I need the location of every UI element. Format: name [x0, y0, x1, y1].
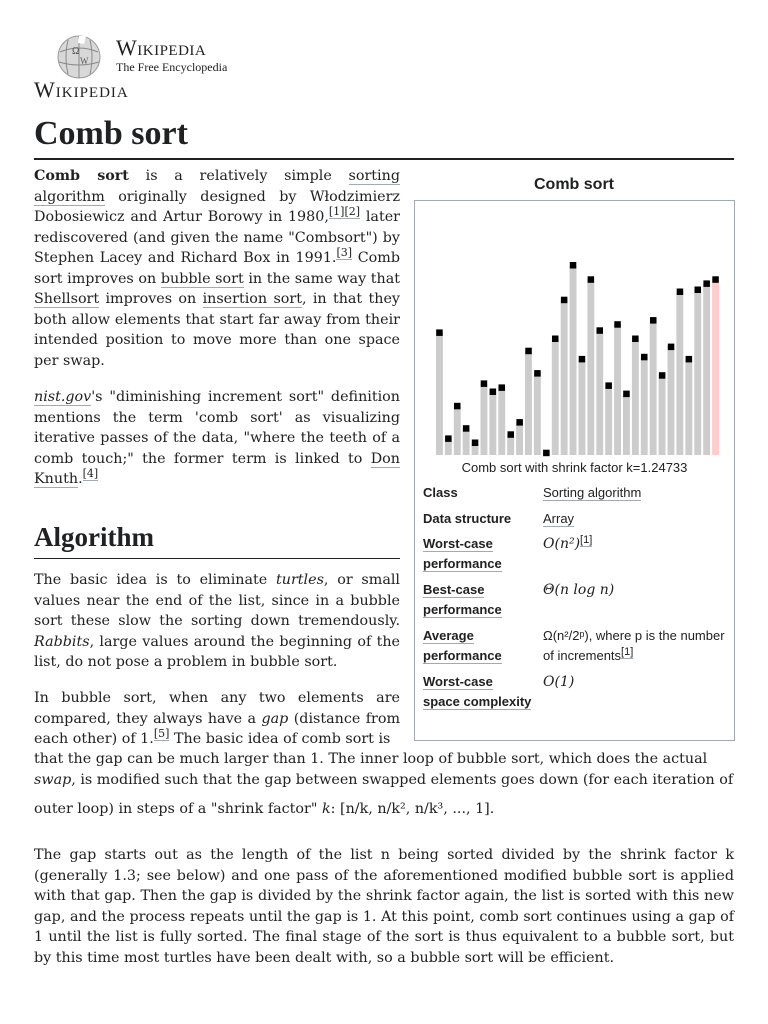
- bar-marker-2: [454, 403, 461, 410]
- bar-24: [650, 320, 657, 455]
- bar-27: [676, 292, 683, 455]
- bar-marker-12: [543, 450, 550, 457]
- algorithm-paragraph-2-seq: [34, 799, 734, 820]
- bar-15: [570, 265, 577, 455]
- bar-marker-18: [597, 327, 604, 334]
- bar-marker-15: [570, 262, 577, 269]
- algorithm-paragraph-2-wide: [34, 749, 734, 790]
- bar-29: [694, 290, 701, 455]
- intro-paragraph: [34, 166, 400, 371]
- algorithm-paragraph-1: [34, 570, 400, 673]
- ref-1[interactable]: [1]: [328, 205, 345, 219]
- intro-text-3: later rediscovered (and given the name "Combsort") by Stephen Lacey and Richard Box in 1991.: [34, 209, 400, 266]
- link-worst-case-label[interactable]: [423, 534, 533, 574]
- bar-13: [552, 339, 559, 455]
- ref-1-infobox-avg[interactable]: [1]: [621, 645, 634, 658]
- bar-marker-17: [588, 276, 595, 283]
- intro-text-5: in the same way that: [243, 270, 401, 287]
- link-sorting-algorithm-infobox[interactable]: Sorting algorithm: [543, 485, 642, 500]
- bar-30: [703, 284, 710, 455]
- ref-5[interactable]: [5]: [153, 727, 170, 741]
- bar-marker-20: [614, 321, 621, 328]
- bar-marker-22: [632, 336, 639, 343]
- math-k: k: [321, 801, 331, 817]
- bar-marker-23: [641, 354, 648, 361]
- bar-31: [712, 280, 719, 455]
- link-nist[interactable]: [34, 389, 91, 406]
- row-label: Class: [423, 485, 458, 500]
- link-average-label[interactable]: [423, 626, 533, 666]
- average-value: Ω(n²/2ᵖ), where p is the number of increments: [543, 628, 725, 663]
- bar-marker-21: [623, 391, 630, 398]
- row-label: Worst-case space complexity: [423, 674, 532, 709]
- alg-p2-text-b: (distance from each other) of 1.: [34, 710, 400, 747]
- bar-5: [481, 384, 488, 455]
- bar-marker-14: [561, 297, 568, 304]
- bar-14: [561, 300, 568, 455]
- section-heading-algorithm: Algorithm: [34, 522, 154, 552]
- bar-marker-24: [650, 317, 657, 324]
- bar-marker-10: [525, 348, 532, 355]
- bar-marker-6: [490, 389, 497, 396]
- bar-0: [436, 333, 443, 455]
- bar-marker-19: [605, 382, 612, 389]
- bar-11: [534, 373, 541, 455]
- bar-17: [587, 280, 594, 455]
- bar-marker-11: [534, 370, 541, 377]
- bar-marker-27: [677, 289, 684, 296]
- alg-p2-line-2: , is modified such that the gap between swapped elements goes down (for each iteration of: [71, 771, 734, 788]
- lead-term: Comb sort: [34, 168, 129, 184]
- bar-marker-9: [516, 419, 523, 426]
- ref-1-infobox[interactable]: [1]: [580, 533, 593, 546]
- wikipedia-globe-icon[interactable]: [54, 34, 104, 80]
- bar-28: [685, 359, 692, 455]
- link-don-knuth[interactable]: Don Knuth: [34, 450, 400, 487]
- wordmark-text: Wikipedia: [116, 35, 207, 60]
- intro-text-6: improves on: [99, 291, 203, 307]
- bar-marker-30: [703, 280, 710, 287]
- link-sorting-algorithm[interactable]: sorting algorithm: [34, 168, 400, 205]
- term-turtles: turtles: [276, 572, 324, 588]
- bar-9: [516, 422, 523, 455]
- bar-marker-26: [668, 344, 675, 351]
- nist-paragraph: [34, 387, 400, 490]
- bar-marker-28: [686, 356, 693, 363]
- worst-case-value: O(n²): [543, 536, 581, 552]
- link-bubble-sort[interactable]: bubble sort: [160, 270, 244, 287]
- infobox-title: Comb sort: [534, 176, 614, 193]
- bar-marker-5: [481, 380, 488, 387]
- row-label: Best-case performance: [423, 582, 502, 617]
- row-label: Average performance: [423, 628, 502, 663]
- alg-p1-text-a: The basic idea is to eliminate: [34, 572, 277, 588]
- bar-marker-16: [579, 356, 586, 363]
- intro-text-1: is a relatively simple: [128, 168, 349, 184]
- page-title: Comb sort: [34, 115, 188, 152]
- bar-23: [641, 357, 648, 455]
- link-shellsort[interactable]: Shellsort: [34, 291, 100, 307]
- svg-text:Ω: Ω: [72, 46, 80, 57]
- alg-p1-text-b: , or small values near the end of the list, since in a bubble sort these slow the sorting down tremendously.: [34, 572, 400, 629]
- wikipedia-wordmark[interactable]: [116, 36, 227, 74]
- bar-marker-0: [436, 329, 443, 336]
- bar-marker-7: [499, 384, 506, 391]
- bar-3: [463, 429, 470, 456]
- ref-3[interactable]: [3]: [336, 246, 353, 260]
- intro-text-2: originally designed by Włodzimierz Dobosiewicz and Artur Borowy in 1980,: [34, 188, 400, 225]
- nist-text-2: .: [78, 471, 83, 487]
- section-divider: [34, 558, 400, 559]
- bar-6: [489, 392, 496, 455]
- bar-marker-4: [472, 440, 479, 447]
- link-space-complexity-label[interactable]: [423, 672, 533, 712]
- bar-21: [623, 394, 630, 455]
- space-value: O(1): [543, 674, 575, 690]
- tagline: The Free Encyclopedia: [116, 60, 228, 74]
- nist-text-1: 's "diminishing increment sort" definition mentions the term 'comb sort' as visualizing iterative passes of the data, "where the teeth of a comb touch;" the former term is linked to: [34, 389, 400, 467]
- link-insertion-sort[interactable]: insertion sort: [202, 291, 302, 307]
- algorithm-paragraph-3: The gap starts out as the length of the list n being sorted divided by the shrink factor k (generally 1.3; see below) and one pass of the aforementioned modified bubble sort is applied with that gap. Then the gap is divided by the shrink factor again, the list is sorted with this new gap, and the process repeats until the gap is 1. At this point, comb sort continues using a gap of 1 until the list is fully sorted. The final stage of the sort is thus equivalent to a bubble sort, but by this time most turtles have been dealt with, so a bubble sort will be efficient.: [34, 847, 734, 966]
- wordmark-secondary[interactable]: Wikipedia: [34, 77, 129, 102]
- ref-4[interactable]: [4]: [82, 467, 99, 481]
- infobox-caption: Comb sort with shrink factor k=1.24733: [461, 460, 688, 475]
- bar-2: [454, 406, 461, 455]
- bar-7: [498, 388, 505, 455]
- alg-p2-line-1: that the gap can be much larger than 1. The inner loop of bubble sort, which does the actual: [34, 751, 708, 767]
- nist-link-text: nist.gov: [34, 389, 92, 405]
- best-case-value: Θ(n log n): [543, 582, 615, 598]
- alg-p2-text-c: The basic idea of comb sort is: [169, 731, 391, 747]
- svg-text:W: W: [80, 56, 89, 66]
- intro-text-7: , in that they both allow elements that start far away from their intended position to move more than one space per swap.: [34, 291, 401, 369]
- alg-p2-line-3: outer loop) in steps of a "shrink factor": [34, 801, 322, 817]
- bar-25: [659, 375, 666, 455]
- alg-p2-text-a: In bubble sort, when any two elements are compared, they always have a: [34, 690, 400, 727]
- link-best-case-label[interactable]: [423, 580, 533, 620]
- term-gap: gap: [261, 710, 289, 727]
- ref-2[interactable]: [2]: [344, 205, 361, 219]
- bar-marker-8: [508, 431, 515, 438]
- bar-marker-13: [552, 336, 559, 343]
- bar-marker-1: [445, 435, 452, 442]
- bar-26: [668, 347, 675, 455]
- shrink-sequence: : [n/k, n/k², n/k³, ..., 1].: [330, 801, 495, 817]
- bar-20: [614, 324, 621, 455]
- infobox: [414, 200, 735, 741]
- bar-16: [579, 359, 586, 455]
- link-array[interactable]: Array: [543, 511, 575, 526]
- intro-text-4: Comb sort improves on: [34, 250, 400, 287]
- bar-marker-29: [695, 287, 702, 294]
- title-divider: [34, 158, 734, 160]
- bar-marker-3: [463, 425, 470, 432]
- algorithm-paragraph-2: [34, 688, 400, 750]
- bar-22: [632, 339, 639, 455]
- row-label: Worst-case performance: [423, 536, 502, 571]
- bar-marker-31: [712, 276, 719, 283]
- bar-marker-25: [659, 372, 666, 379]
- alg-p1-text-c: , large values around the beginning of the list, do not pose a problem in bubble sort.: [34, 633, 400, 670]
- bar-18: [596, 331, 603, 455]
- term-swap: swap: [34, 771, 72, 788]
- comb-sort-animation-chart[interactable]: [435, 221, 720, 459]
- row-label: Data structure: [423, 511, 512, 526]
- bar-19: [605, 386, 612, 455]
- bar-10: [525, 351, 532, 455]
- term-rabbits: Rabbits: [34, 633, 90, 650]
